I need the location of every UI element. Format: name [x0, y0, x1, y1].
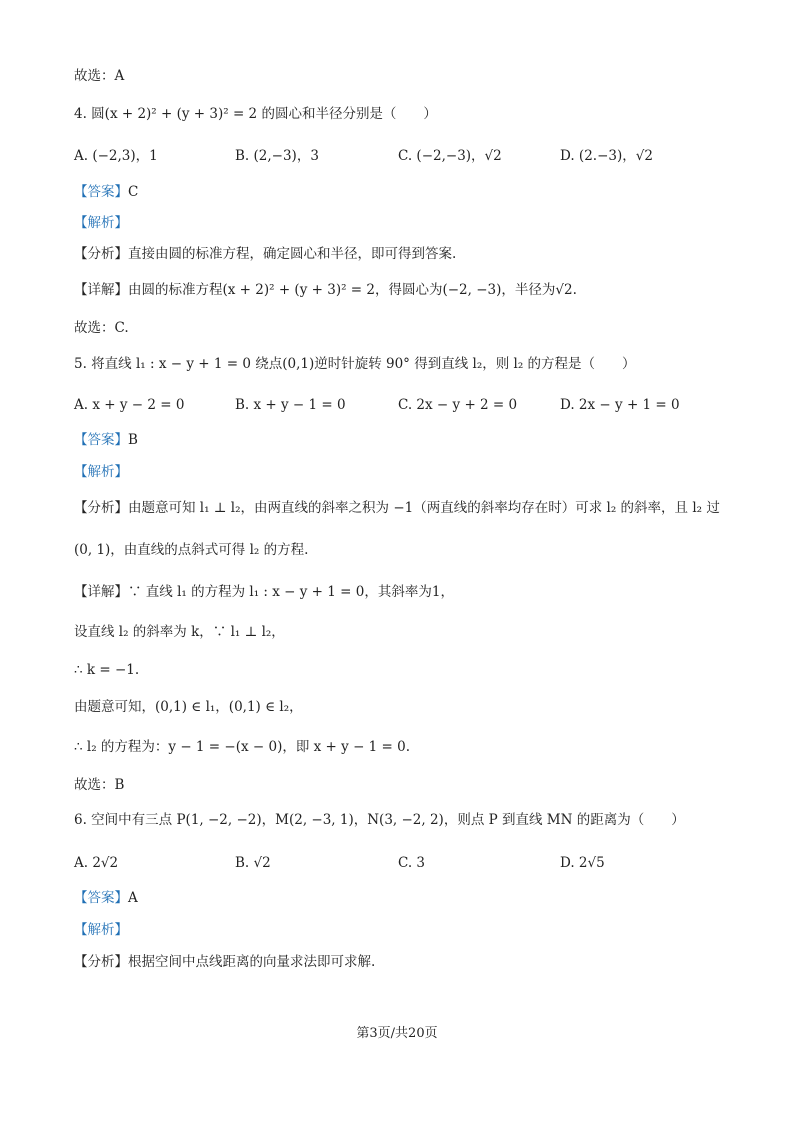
q4-option-a: A. (−2,3)，1	[74, 148, 158, 164]
fenxi-label: 【分析】	[74, 954, 128, 970]
q5-xiangjie	[74, 582, 454, 602]
answer-label: 【答案】	[74, 184, 128, 200]
q5-step-4: ∴ l₂ 的方程为：y − 1 = −(x − 0)，即 x + y − 1 = 0.	[74, 739, 411, 755]
q5-option-b: B. x + y − 1 = 0	[235, 397, 346, 413]
q5-step-2: ∴ k = −1.	[74, 662, 140, 678]
fenxi-label: 【分析】	[74, 246, 128, 262]
q4-analysis-label	[74, 213, 128, 233]
q5-option-d: D. 2x − y + 1 = 0	[560, 397, 680, 413]
question-6: 6. 空间中有三点 P(1, −2, −2)，M(2, −3, 1)，N(3, −2, 2)，则点 P 到直线 MN 的距离为（ ）	[74, 812, 685, 828]
q5-step-3: 由题意可知，(0,1) ∈ l₁，(0,1) ∈ l₂，	[74, 699, 303, 715]
q5-option-a: A. x + y − 2 = 0	[74, 397, 185, 413]
q5-option-c: C. 2x − y + 2 = 0	[398, 397, 518, 413]
q4-option-c: C. (−2,−3)，√2	[398, 148, 502, 164]
q6-fenxi	[74, 952, 375, 972]
answer-value: B	[128, 432, 138, 448]
fenxi-text: 根据空间中点线距离的向量求法即可求解.	[128, 954, 376, 970]
q6-option-c: C. 3	[398, 855, 426, 871]
fenxi-text: 由题意可知 l₁ ⊥ l₂，由两直线的斜率之积为 −1（两直线的斜率均存在时）可求 l₂ 的斜率，且 l₂ 过	[128, 500, 720, 516]
q4-answer	[74, 182, 138, 202]
xiangjie-label: 【详解】	[74, 584, 128, 600]
analysis-label: 【解析】	[74, 215, 128, 231]
fenxi-label: 【分析】	[74, 500, 128, 516]
q6-option-b: B. √2	[235, 855, 271, 871]
q4-selection: 故选：C.	[74, 320, 129, 336]
xiangjie-text: 由圆的标准方程(x + 2)² + (y + 3)² = 2，得圆心为(−2, −3)，半径为√2.	[128, 282, 577, 298]
q5-answer	[74, 430, 138, 450]
selection-line: 故选：A	[74, 68, 125, 84]
answer-value: C	[128, 184, 139, 200]
q5-analysis-label	[74, 462, 128, 482]
q4-xiangjie	[74, 280, 577, 300]
q5-step-1: 设直线 l₂ 的斜率为 k，∵ l₁ ⊥ l₂，	[74, 624, 285, 640]
fenxi-text: 直接由圆的标准方程，确定圆心和半径，即可得到答案.	[128, 246, 457, 262]
analysis-label: 【解析】	[74, 922, 128, 938]
q4-option-b: B. (2,−3)，3	[235, 148, 319, 164]
answer-label: 【答案】	[74, 432, 128, 448]
page-footer: 第3页/共20页	[356, 1026, 438, 1041]
xiangjie-text: ∵ 直线 l₁ 的方程为 l₁ : x − y + 1 = 0，其斜率为1，	[128, 584, 454, 600]
q6-option-d: D. 2√5	[560, 855, 605, 871]
question-4: 4. 圆(x + 2)² + (y + 3)² = 2 的圆心和半径分别是（ ）	[74, 106, 437, 122]
q4-fenxi	[74, 244, 456, 264]
q5-selection: 故选：B	[74, 777, 125, 793]
q6-option-a: A. 2√2	[74, 855, 119, 871]
xiangjie-label: 【详解】	[74, 282, 128, 298]
answer-value: A	[128, 890, 138, 906]
q6-analysis-label	[74, 920, 128, 940]
question-5: 5. 将直线 l₁ : x − y + 1 = 0 绕点(0,1)逆时针旋转 90° 得到直线 l₂，则 l₂ 的方程是（ ）	[74, 356, 636, 372]
q6-answer	[74, 888, 138, 908]
answer-label: 【答案】	[74, 890, 128, 906]
q5-fenxi-1	[74, 498, 720, 518]
q4-option-d: D. (2.−3)，√2	[560, 148, 653, 164]
q5-fenxi-2: (0, 1)，由直线的点斜式可得 l₂ 的方程.	[74, 542, 309, 558]
analysis-label: 【解析】	[74, 464, 128, 480]
